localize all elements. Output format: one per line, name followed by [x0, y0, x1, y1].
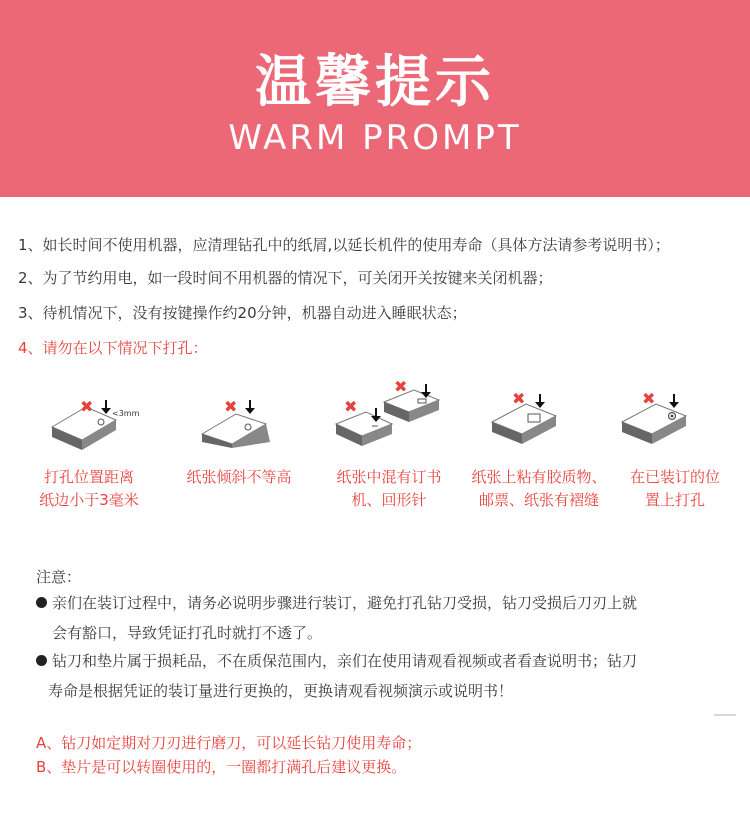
- svg-text:✖: ✖: [80, 397, 94, 416]
- rule-4: 4、请勿在以下情况下打孔：: [18, 339, 208, 357]
- edge-tag: <3mm: [112, 409, 140, 418]
- paper-slanted-icon: [164, 372, 314, 462]
- notes-heading: 注意：: [36, 568, 82, 586]
- svg-text:✖: ✖: [394, 377, 408, 396]
- note-1-line-1: 亲们在装订过程中，请务必说明步骤进行装订，避免打孔钻刀受损，钻刀受损后刀刃上就: [52, 594, 638, 612]
- warning-item: [314, 372, 464, 522]
- warning-item: [164, 372, 314, 522]
- svg-text:✖: ✖: [642, 389, 656, 408]
- bullet-icon: [36, 597, 47, 608]
- svg-text:✖: ✖: [344, 397, 358, 416]
- warning-label: 纸张中混有订书 机、回形针: [336, 468, 442, 509]
- note-2-line-1: 钻刀和垫片属于损耗品，不在质保范围内，亲们在使用请观看视频或者看查说明书；钻刀: [52, 652, 638, 670]
- page-title: 温馨提示: [255, 50, 495, 115]
- page-subtitle: WARM PROMPT: [228, 118, 522, 158]
- warning-item: [464, 372, 614, 522]
- svg-text:✖: ✖: [512, 389, 526, 408]
- rule-3: 3、待机情况下，没有按键操作约20分钟，机器自动进入睡眠状态；: [18, 304, 467, 322]
- note-2-line-2: 寿命是根据凭证的装订量进行更换的，更换请观看视频演示或说明书！: [48, 682, 514, 700]
- bullet-icon: [36, 655, 47, 666]
- rule-2: 2、为了节约用电，如一段时间不用机器的情况下，可关闭开关按键来关闭机器；: [18, 269, 553, 287]
- warning-label: 纸张倾斜不等高: [186, 468, 292, 486]
- warning-label: 打孔位置距离 纸边小于3毫米: [39, 468, 139, 509]
- tip-b: B、垫片是可以转圈使用的，一圈都打满孔后建议更换。: [36, 758, 407, 776]
- warning-item: [14, 372, 164, 522]
- tip-a: A、钻刀如定期对刀刃进行磨刀，可以延长钻刀使用寿命；: [36, 734, 422, 752]
- paper-edge-icon: [14, 372, 164, 462]
- paper-staple-icon: [314, 372, 464, 462]
- paper-bound-icon: [600, 372, 750, 462]
- svg-text:✖: ✖: [224, 397, 238, 416]
- warning-label: 纸张上粘有胶质物、 邮票、纸张有褶缝: [471, 468, 607, 509]
- warning-list: [0, 372, 750, 522]
- warning-label: 在已装订的位 置上打孔: [629, 468, 720, 509]
- rule-1: 1、如长时间不使用机器，应清理钻孔中的纸屑,以延长机件的使用寿命（具体方法请参考说明书）；: [18, 236, 670, 254]
- warning-item: [600, 372, 750, 522]
- header-banner: [0, 0, 750, 197]
- note-1-line-2: 会有豁口，导致凭证打孔时就打不透了。: [52, 624, 323, 642]
- divider: [714, 714, 736, 716]
- paper-stamp-icon: [464, 372, 614, 462]
